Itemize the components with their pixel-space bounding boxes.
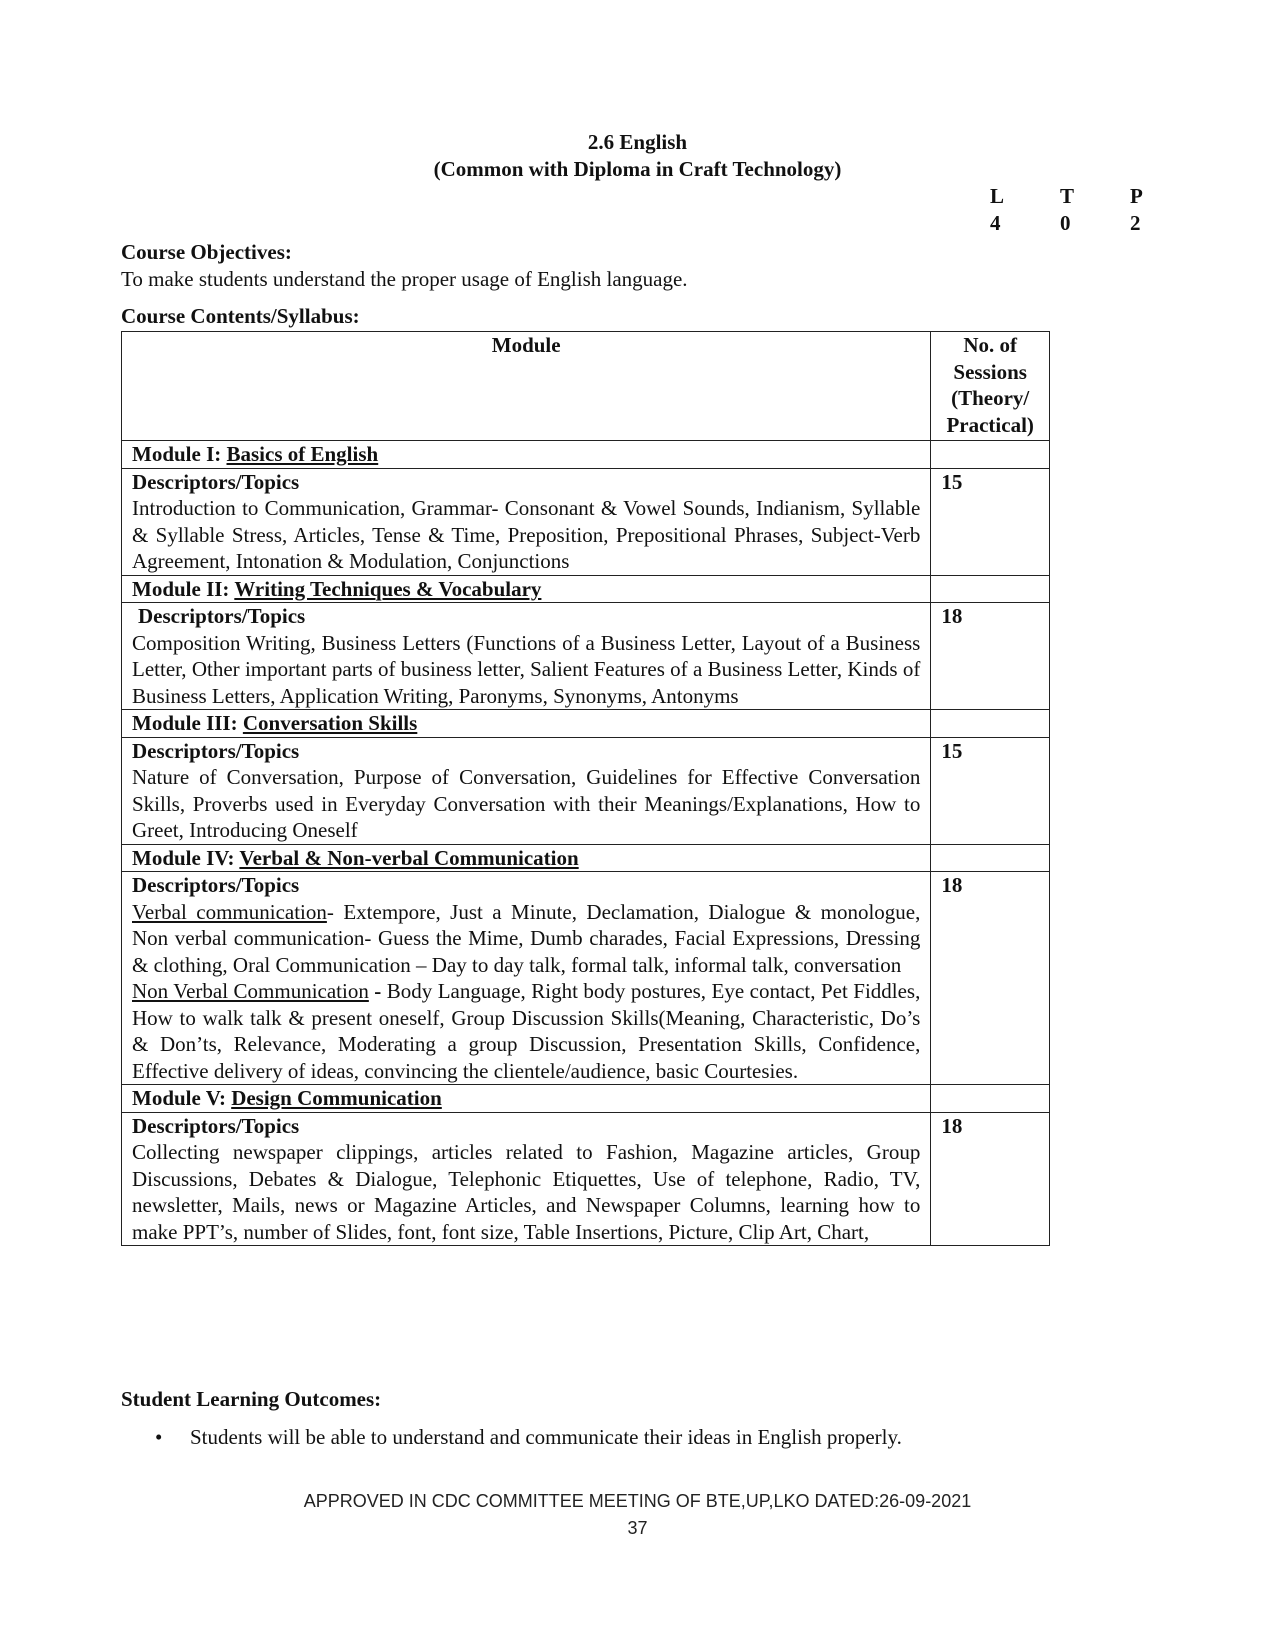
empty-cell xyxy=(931,441,1050,469)
module-name: Basics of English xyxy=(226,442,379,466)
nonverbal-text: Body Language, Right body postures, Eye contact, Pet Fiddles, How to walk talk & present oneself, Group Discussion Skills(Meaning, Characteristic, Do’s & Don’ts, Relevance, Moderating a group Discussion, Presentation Skills, Confidence, Effective delivery of ideas, convincing the clientele/audience, basic Courtesies. xyxy=(132,979,921,1083)
module-topics-cell xyxy=(122,468,931,575)
module-title-row xyxy=(122,1085,1050,1113)
topics-text: Composition Writing, Business Letters (Functions of a Business Letter, Layout of a Business Letter, Other important parts of business letter, Salient Features of a Business Letter, Kinds of Business Letters, Application Writing, Paronyms, Synonyms, Antonyms xyxy=(132,630,921,708)
bullet-icon: • xyxy=(155,1425,163,1449)
module-prefix: Module II: xyxy=(132,576,230,601)
verbal-paragraph xyxy=(132,899,920,979)
module-topics-cell xyxy=(122,737,931,844)
nonverbal-paragraph xyxy=(132,978,920,1084)
session-count: 18 xyxy=(931,872,1050,1085)
session-count: 15 xyxy=(931,737,1050,844)
verbal-text: - Extempore, Just a Minute, Declamation, Dialogue & monologue, Non verbal communication- Guess the Mime, Dumb charades, Facial Expressions, Dressing & clothing, Oral Communication – Day to day talk, formal talk, informal talk, conversation xyxy=(132,899,921,977)
module-name: Design Communication xyxy=(231,1086,442,1110)
module-topics-row xyxy=(122,737,1050,844)
sessions-header-line: (Theory/ xyxy=(951,386,1030,410)
module-prefix: Module V: xyxy=(132,1086,226,1110)
empty-cell xyxy=(931,710,1050,738)
module-title xyxy=(122,710,931,738)
module-title xyxy=(122,441,931,469)
page-subtitle: (Common with Diploma in Craft Technology) xyxy=(433,157,842,181)
nonverbal-dash: - xyxy=(368,979,382,1003)
syllabus-table xyxy=(121,331,1050,1246)
topics-text: Introduction to Communication, Grammar- Consonant & Vowel Sounds, Indianism, Syllable & Syllable Stress, Articles, Tense & Time, Preposition, Prepositional Phrases, Subject-Verb Agreement, Intonation & Modulation, Conjunctions xyxy=(132,496,921,573)
sessions-header-line: Sessions xyxy=(953,359,1027,384)
column-header-sessions xyxy=(931,332,1050,441)
module-name: Conversation Skills xyxy=(242,711,418,735)
session-count: 15 xyxy=(931,468,1050,575)
module-topics-row xyxy=(122,468,1050,575)
objectives-heading: Course Objectives: xyxy=(121,240,292,264)
outcome-text: Students will be able to understand and communicate their ideas in English properly. xyxy=(190,1425,902,1449)
contents-heading: Course Contents/Syllabus: xyxy=(121,304,360,328)
page-title: 2.6 English xyxy=(587,130,688,154)
descriptors-label: Descriptors/Topics xyxy=(132,469,300,494)
objectives-text: To make students understand the proper usage of English language. xyxy=(121,267,688,291)
module-title-row xyxy=(122,441,1050,469)
module-title-row xyxy=(122,710,1050,738)
ltp-value-l: 4 xyxy=(990,211,1001,235)
module-topics-row xyxy=(122,603,1050,710)
module-prefix: Module III: xyxy=(132,711,238,735)
verbal-label: Verbal communication xyxy=(132,899,327,924)
page-number: 37 xyxy=(627,1518,648,1538)
session-count: 18 xyxy=(931,1112,1050,1246)
outcome-item xyxy=(155,1425,902,1450)
descriptors-label: Descriptors/Topics xyxy=(132,1113,300,1138)
module-prefix: Module IV: xyxy=(132,845,235,870)
module-title xyxy=(122,844,931,872)
ltp-grid xyxy=(990,184,1180,238)
column-header-module: Module xyxy=(122,332,931,441)
module-title-row xyxy=(122,575,1050,603)
ltp-values-row xyxy=(990,211,1180,238)
descriptors-label: Descriptors/Topics xyxy=(138,604,306,628)
module-name: Verbal & Non-verbal Communication xyxy=(239,845,579,870)
descriptors-label: Descriptors/Topics xyxy=(132,738,300,763)
ltp-label-p: P xyxy=(1130,184,1143,208)
module-topics-cell xyxy=(122,1112,931,1246)
ltp-value-t: 0 xyxy=(1060,211,1071,235)
descriptors-label: Descriptors/Topics xyxy=(132,873,300,897)
topics-text: Nature of Conversation, Purpose of Conversation, Guidelines for Effective Conversation Skills, Proverbs used in Everyday Conversation with their Meanings/Explanations, How to Greet, Introducing Oneself xyxy=(132,765,921,842)
session-count: 18 xyxy=(931,603,1050,710)
outcomes-heading: Student Learning Outcomes: xyxy=(121,1387,382,1411)
empty-cell xyxy=(931,1085,1050,1113)
nonverbal-label: Non Verbal Communication xyxy=(132,979,369,1003)
module-topics-row xyxy=(122,1112,1050,1246)
module-title xyxy=(122,575,931,603)
empty-cell xyxy=(931,844,1050,872)
ltp-label-l: L xyxy=(990,184,1005,208)
ltp-label-t: T xyxy=(1060,184,1075,208)
footer-approval: APPROVED IN CDC COMMITTEE MEETING OF BTE,UP,LKO DATED:26-09-2021 xyxy=(303,1491,972,1511)
module-title-row xyxy=(122,844,1050,872)
empty-cell xyxy=(931,575,1050,603)
table-header-row xyxy=(122,332,1050,441)
ltp-value-p: 2 xyxy=(1130,211,1141,235)
module-topics-row xyxy=(122,872,1050,1085)
module-topics-cell xyxy=(122,872,931,1085)
module-topics-cell xyxy=(122,603,931,710)
sessions-header-line: No. of xyxy=(963,333,1018,357)
topics-text: Collecting newspaper clippings, articles related to Fashion, Magazine articles, Group Discussions, Debates & Dialogue, Telephonic Etiquettes, Use of telephone, Radio, TV, newsletter, Mails, news or Magazine Articles, and Newspaper Columns, learning how to make PPT’s, number of Slides, font, font size, Table Insertions, Picture, Clip Art, Chart, xyxy=(132,1140,921,1244)
ltp-labels-row xyxy=(990,184,1180,211)
module-name: Writing Techniques & Vocabulary xyxy=(234,576,542,601)
module-title xyxy=(122,1085,931,1113)
sessions-header-line: Practical) xyxy=(946,412,1034,437)
module-prefix: Module I: xyxy=(132,442,222,466)
